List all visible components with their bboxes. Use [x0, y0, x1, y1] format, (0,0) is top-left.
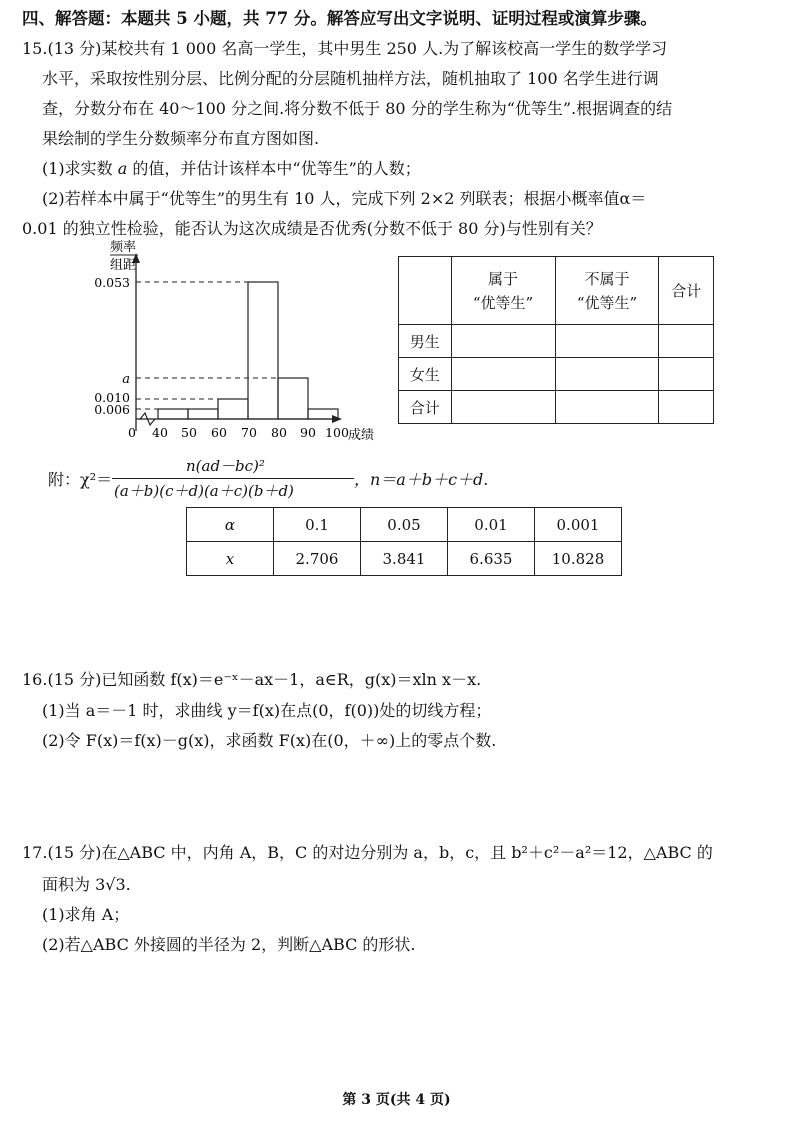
x-tick-100: 100: [325, 425, 349, 440]
q15-line3: 查，分数分布在 40～100 分之间.将分数不低于 80 分的学生称为“优等生”.根据调查的结: [42, 99, 673, 118]
critical-x-value: 10.828: [535, 542, 622, 576]
table-header-belongs: 属于 “优等生”: [451, 257, 555, 325]
critical-x-value: 3.841: [361, 542, 448, 576]
y-tick-0010: 0.010: [94, 390, 130, 405]
q16-part1: (1)当 a＝－1 时，求曲线 y＝f(x)在点(0，f(0))处的切线方程；: [42, 701, 492, 720]
q17-part2: (2)若△ABC 外接圆的半径为 2，判断△ABC 的形状.: [42, 935, 416, 954]
critical-alpha-value: 0.01: [448, 508, 535, 542]
formula-fraction-bar: [112, 478, 354, 479]
x-tick-0: 0: [128, 425, 136, 440]
y-axis-label-top: 频率: [110, 240, 137, 255]
x-tick-50: 50: [181, 425, 197, 440]
table-cell[interactable]: [659, 391, 714, 424]
critical-x-value: 2.706: [274, 542, 361, 576]
critical-alpha-value: 0.05: [361, 508, 448, 542]
table-cell[interactable]: [555, 358, 659, 391]
y-tick-a: a: [122, 372, 130, 387]
q17-line2: 面积为 3√3.: [42, 875, 131, 894]
critical-value-table: [186, 507, 622, 576]
critical-x-value: 6.635: [448, 542, 535, 576]
section-header: 四、解答题：本题共 5 小题，共 77 分。解答应写出文字说明、证明过程或演算步骤。: [22, 9, 657, 28]
table-cell[interactable]: [555, 325, 659, 358]
q17-part1: (1)求角 A；: [42, 905, 130, 924]
q15-part2-line2: 0.01 的独立性检验，能否认为这次成绩是否优秀(分数不低于 80 分)与性别有关？: [22, 219, 602, 238]
table-header-blank: [399, 257, 452, 325]
critical-alpha-value: 0.1: [274, 508, 361, 542]
table-cell[interactable]: [451, 391, 555, 424]
table-header-not-belongs: 不属于 “优等生”: [555, 257, 659, 325]
critical-row2-label: x: [187, 542, 274, 576]
q15-part1: (1)求实数 a 的值，并估计该样本中“优等生”的人数；: [42, 159, 421, 178]
bar-50-60: [188, 409, 218, 419]
formula-prefix: 附：χ²＝: [48, 470, 113, 489]
table-row-label-total: 合计: [399, 391, 452, 424]
x-tick-70: 70: [241, 425, 257, 440]
q16-line1: 16.(15 分)已知函数 f(x)＝e⁻ˣ－ax－1，a∈R，g(x)＝xln x－x.: [22, 670, 482, 689]
bar-70-80: [248, 282, 278, 419]
formula-denominator: (a＋b)(c＋d)(a＋c)(b＋d): [114, 482, 294, 500]
table-cell[interactable]: [451, 358, 555, 391]
q15-line4: 果绘制的学生分数频率分布直方图如图.: [42, 129, 320, 148]
table-row-label-male: 男生: [399, 325, 452, 358]
table-header-total: 合计: [659, 257, 714, 325]
table-cell[interactable]: [659, 325, 714, 358]
y-tick-0053: 0.053: [94, 275, 130, 290]
critical-row1-label: α: [187, 508, 274, 542]
q16-part2: (2)令 F(x)＝f(x)－g(x)，求函数 F(x)在(0，＋∞)上的零点个数.: [42, 731, 497, 750]
formula-suffix: ，n＝a＋b＋c＋d.: [354, 470, 489, 489]
page-footer: 第 3 页(共 4 页): [342, 1092, 451, 1108]
bar-80-90: [278, 378, 308, 419]
bar-40-50: [158, 409, 188, 419]
q17-line1: 17.(15 分)在△ABC 中，内角 A，B，C 的对边分别为 a，b，c，且 b²＋c²－a²＝12，△ABC 的: [22, 843, 713, 862]
table-cell[interactable]: [659, 358, 714, 391]
table-cell[interactable]: [555, 391, 659, 424]
y-axis-label-bottom: 组距: [110, 258, 137, 273]
q15-line2: 水平，采取按性别分层、比例分配的分层随机抽样方法，随机抽取了 100 名学生进行调: [42, 69, 659, 88]
q15-part2-line1: (2)若样本中属于“优等生”的男生有 10 人，完成下列 2×2 列联表；根据小概率值α＝: [42, 189, 647, 208]
x-tick-80: 80: [271, 425, 287, 440]
y-tick-0006: 0.006: [94, 402, 130, 417]
x-tick-90: 90: [300, 425, 316, 440]
x-axis-label: 成绩: [348, 428, 375, 443]
bar-60-70: [218, 399, 248, 419]
frequency-histogram: [90, 236, 390, 451]
table-cell[interactable]: [451, 325, 555, 358]
critical-alpha-value: 0.001: [535, 508, 622, 542]
x-tick-40: 40: [152, 425, 168, 440]
q15-line1: 15.(13 分)某校共有 1 000 名高一学生，其中男生 250 人.为了解该校高一学生的数学学习: [22, 39, 668, 58]
formula-numerator: n(ad－bc)²: [186, 457, 265, 475]
table-row-label-female: 女生: [399, 358, 452, 391]
x-tick-60: 60: [211, 425, 227, 440]
contingency-table: [398, 256, 714, 424]
